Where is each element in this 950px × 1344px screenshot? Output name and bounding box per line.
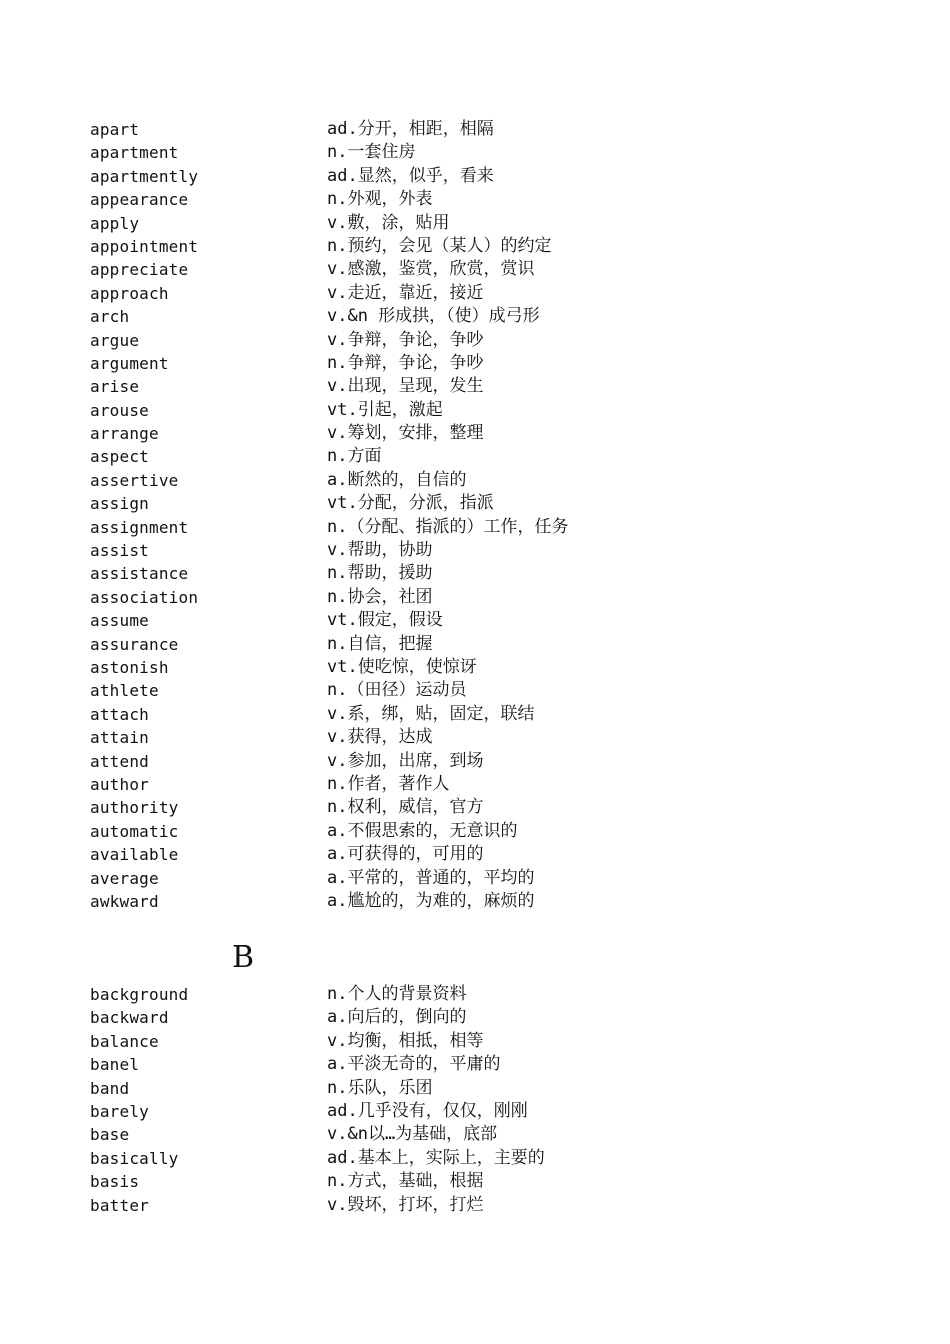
vocab-definition: v.感激，鉴赏，欣赏，赏识 xyxy=(327,259,535,280)
vocab-entry xyxy=(90,539,870,562)
vocab-word: authority xyxy=(90,798,179,818)
vocab-word: assurance xyxy=(90,634,179,654)
vocab-definition: n.作者，著作人 xyxy=(327,773,450,794)
vocab-entry xyxy=(90,983,870,1006)
vocab-definition: n.争辩，争论，争吵 xyxy=(327,352,484,373)
vocab-entry xyxy=(90,1194,870,1217)
vocab-entry xyxy=(90,399,870,422)
vocab-entry xyxy=(90,469,870,492)
vocab-word: apart xyxy=(90,120,140,139)
vocab-entry xyxy=(90,843,870,866)
vocab-word: basis xyxy=(90,1172,140,1192)
vocab-word: apply xyxy=(90,213,140,233)
vocab-word: arouse xyxy=(90,400,149,420)
vocab-word: attend xyxy=(90,751,149,771)
vocab-word: appreciate xyxy=(90,260,189,280)
vocab-entry xyxy=(90,422,870,445)
vocab-entry xyxy=(90,141,870,164)
vocab-word: assistance xyxy=(90,564,189,584)
vocab-definition: n.方面 xyxy=(327,446,382,467)
vocab-definition: a.断然的，自信的 xyxy=(327,469,467,490)
vocab-definition: n.协会，社团 xyxy=(327,586,433,607)
vocab-entry xyxy=(90,796,870,819)
vocab-entry xyxy=(90,212,870,235)
vocab-word: argue xyxy=(90,330,140,350)
vocab-entry xyxy=(90,890,870,913)
vocab-definition: a.平常的，普通的，平均的 xyxy=(327,867,535,888)
vocab-entry xyxy=(90,562,870,585)
vocab-definition: a.平淡无奇的，平庸的 xyxy=(327,1054,501,1075)
vocab-word: arrange xyxy=(90,424,159,444)
vocab-word: association xyxy=(90,587,199,607)
vocab-entry xyxy=(90,1170,870,1193)
vocab-word: author xyxy=(90,774,149,794)
vocab-definition: ad.显然，似乎，看来 xyxy=(327,165,494,186)
vocab-definition: v.获得，达成 xyxy=(327,727,433,748)
vocab-entry xyxy=(90,282,870,305)
vocab-definition: n.权利，威信，官方 xyxy=(327,797,484,818)
vocab-word: assume xyxy=(90,611,149,631)
vocab-entry xyxy=(90,165,870,188)
vocab-entry xyxy=(90,305,870,328)
vocab-entry xyxy=(90,679,870,702)
vocab-entry xyxy=(90,820,870,843)
vocab-definition: n.预约，会见（某人）的约定 xyxy=(327,235,552,256)
vocab-entry xyxy=(90,445,870,468)
vocab-definition: ad.分开，相距，相隔 xyxy=(327,119,494,139)
vocab-word: approach xyxy=(90,283,169,303)
vocab-word: arch xyxy=(90,307,130,327)
vocab-definition: vt.引起，激起 xyxy=(327,399,443,420)
vocab-word: apartmently xyxy=(90,166,199,186)
vocab-entry xyxy=(90,1030,870,1053)
vocab-list-a xyxy=(90,118,870,913)
vocab-entry xyxy=(90,352,870,375)
vocab-word: barely xyxy=(90,1101,149,1121)
vocab-definition: n.乐队，乐团 xyxy=(327,1077,433,1098)
vocab-entry xyxy=(90,633,870,656)
vocab-word: balance xyxy=(90,1031,159,1051)
vocab-entry xyxy=(90,586,870,609)
vocab-entry xyxy=(90,773,870,796)
vocab-definition: vt.使吃惊，使惊讶 xyxy=(327,656,477,677)
vocab-entry xyxy=(90,1053,870,1076)
vocab-definition: a.可获得的，可用的 xyxy=(327,844,484,865)
vocab-word: backward xyxy=(90,1008,169,1028)
vocab-entry xyxy=(90,1006,870,1029)
vocab-definition: v.&n以…为基础，底部 xyxy=(327,1124,498,1145)
vocab-entry xyxy=(90,375,870,398)
vocab-word: attain xyxy=(90,728,149,748)
vocab-word: assignment xyxy=(90,517,189,537)
vocab-definition: v.毁坏，打坏，打烂 xyxy=(327,1194,484,1215)
vocab-word: attach xyxy=(90,704,149,724)
vocab-definition: n.自信，把握 xyxy=(327,633,433,654)
vocab-word: assertive xyxy=(90,470,179,490)
vocab-entry xyxy=(90,1100,870,1123)
vocab-definition: vt.假定，假设 xyxy=(327,610,443,631)
vocab-word: band xyxy=(90,1078,130,1098)
vocab-definition: a.尴尬的，为难的，麻烦的 xyxy=(327,890,535,911)
vocab-definition: n.外观，外表 xyxy=(327,189,433,210)
vocab-word: awkward xyxy=(90,891,159,911)
vocab-definition: v.&n 形成拱，（使）成弓形 xyxy=(327,306,540,327)
vocab-entry xyxy=(90,867,870,890)
vocab-word: appointment xyxy=(90,236,199,256)
vocab-definition: n.（分配、指派的）工作，任务 xyxy=(327,516,569,537)
vocab-word: assist xyxy=(90,541,149,561)
vocab-entry xyxy=(90,1147,870,1170)
vocab-entry xyxy=(90,329,870,352)
vocab-word: athlete xyxy=(90,681,159,701)
vocab-definition: v.出现，呈现，发生 xyxy=(327,376,484,397)
vocab-definition: n.方式，基础，根据 xyxy=(327,1171,484,1192)
vocab-definition: v.帮助，协助 xyxy=(327,540,433,561)
vocab-definition: ad.基本上，实际上，主要的 xyxy=(327,1147,545,1168)
vocab-definition: a.向后的，倒向的 xyxy=(327,1007,467,1028)
vocab-word: available xyxy=(90,845,179,865)
vocab-word: argument xyxy=(90,353,169,373)
vocab-definition: n.帮助，援助 xyxy=(327,563,433,584)
vocab-definition: n.一套住房 xyxy=(327,142,416,163)
vocab-word: aspect xyxy=(90,447,149,467)
vocab-entry xyxy=(90,1123,870,1146)
vocab-entry xyxy=(90,656,870,679)
vocab-entry xyxy=(90,1077,870,1100)
vocab-word: base xyxy=(90,1125,130,1145)
vocab-entry xyxy=(90,258,870,281)
vocab-word: astonish xyxy=(90,657,169,677)
vocab-word: automatic xyxy=(90,821,179,841)
vocab-word: batter xyxy=(90,1195,149,1215)
vocab-word: assign xyxy=(90,494,149,514)
vocab-entry xyxy=(90,516,870,539)
vocab-word: apartment xyxy=(90,143,179,163)
vocab-entry xyxy=(90,750,870,773)
vocab-word: background xyxy=(90,985,189,1004)
vocab-definition: v.参加，出席，到场 xyxy=(327,750,484,771)
vocab-definition: n.个人的背景资料 xyxy=(327,984,467,1004)
vocab-list-b xyxy=(90,983,870,1217)
vocab-definition: v.系，绑，贴，固定，联结 xyxy=(327,703,535,724)
vocab-word: average xyxy=(90,868,159,888)
vocab-entry xyxy=(90,235,870,258)
vocab-definition: v.筹划，安排，整理 xyxy=(327,423,484,444)
vocab-word: basically xyxy=(90,1148,179,1168)
vocab-word: banel xyxy=(90,1055,140,1075)
vocab-entry xyxy=(90,118,870,141)
vocab-definition: a.不假思索的，无意识的 xyxy=(327,820,518,841)
vocab-definition: v.走近，靠近，接近 xyxy=(327,282,484,303)
vocab-word: arise xyxy=(90,377,140,397)
vocab-word: appearance xyxy=(90,190,189,210)
vocab-definition: v.均衡，相抵，相等 xyxy=(327,1030,484,1051)
vocab-definition: vt.分配，分派，指派 xyxy=(327,493,494,514)
vocab-definition: v.敷，涂，贴用 xyxy=(327,212,450,233)
vocab-definition: v.争辩，争论，争吵 xyxy=(327,329,484,350)
letter-heading-b: B xyxy=(232,940,255,975)
vocab-entry xyxy=(90,492,870,515)
vocab-definition: ad.几乎没有，仅仅，刚刚 xyxy=(327,1100,528,1121)
vocab-entry xyxy=(90,188,870,211)
vocab-entry xyxy=(90,726,870,749)
vocab-entry xyxy=(90,703,870,726)
vocab-entry xyxy=(90,609,870,632)
vocab-definition: n.（田径）运动员 xyxy=(327,680,467,701)
